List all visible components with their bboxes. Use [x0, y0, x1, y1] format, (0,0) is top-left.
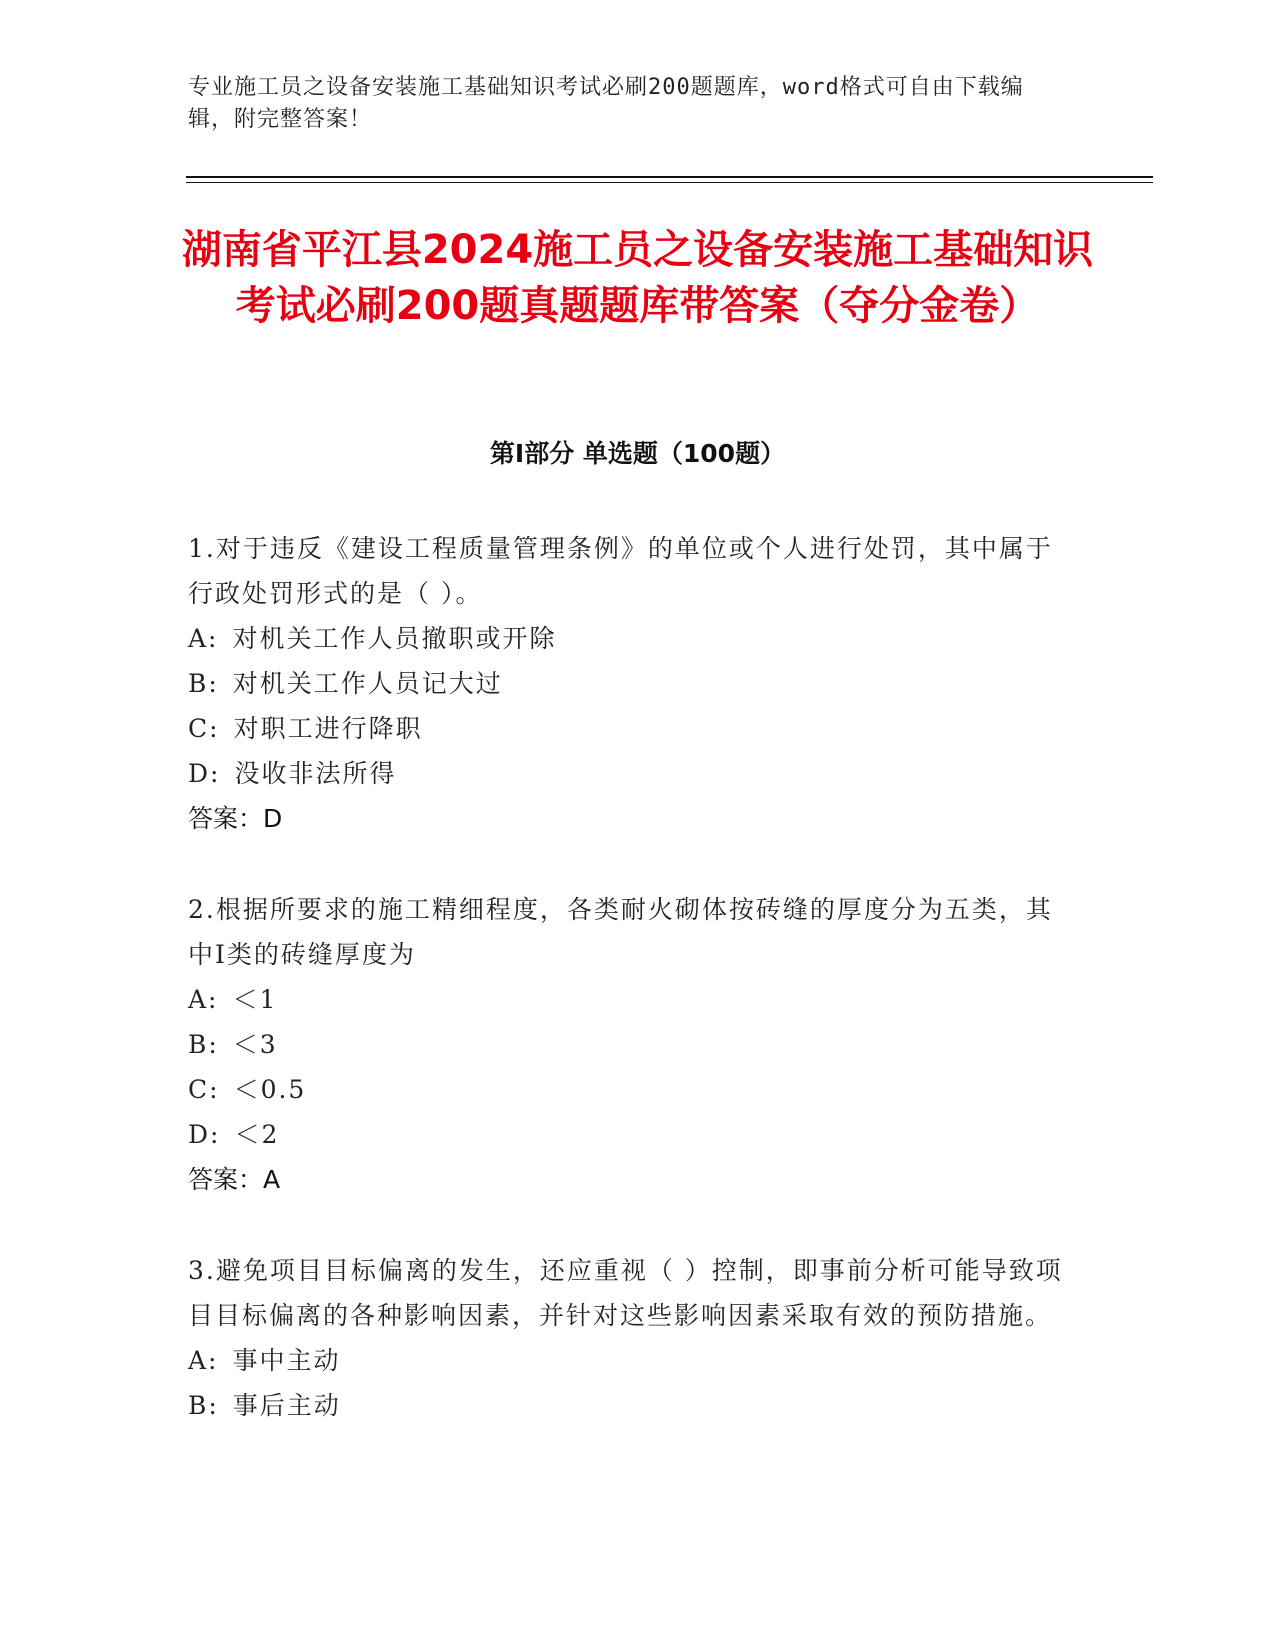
question-list	[188, 526, 1068, 1474]
option-key: B:	[188, 669, 219, 698]
option-key: B:	[188, 1030, 219, 1059]
question-item	[188, 1248, 1068, 1428]
option-text: 对机关工作人员记大过	[232, 669, 503, 698]
option-b	[188, 1383, 1068, 1428]
option-a	[188, 616, 1068, 661]
option-b	[188, 1022, 1068, 1067]
option-text: 事中主动	[232, 1346, 341, 1375]
option-text: ＜2	[234, 1120, 280, 1149]
option-text: ＜0.5	[233, 1075, 307, 1104]
option-key: D:	[188, 759, 221, 788]
option-text: 对职工进行降职	[233, 714, 423, 743]
option-d	[188, 751, 1068, 796]
header-divider-thin	[186, 182, 1153, 183]
option-key: C:	[188, 1075, 220, 1104]
question-item	[188, 526, 1068, 841]
option-key: D:	[188, 1120, 221, 1149]
option-key: C:	[188, 714, 220, 743]
option-text: 对机关工作人员撤职或开除	[232, 624, 557, 653]
option-c	[188, 706, 1068, 751]
option-text: ＜1	[232, 985, 278, 1014]
option-c	[188, 1067, 1068, 1112]
option-b	[188, 661, 1068, 706]
document-title: 湖南省平江县2024施工员之设备安装施工基础知识考试必刷200题真题题库带答案（夺分金卷）	[181, 227, 1094, 329]
answer-line: 答案：D	[188, 804, 283, 833]
option-text: 没收非法所得	[234, 759, 397, 788]
option-key: A:	[188, 624, 219, 653]
question-stem: 2.根据所要求的施工精细程度，各类耐火砌体按砖缝的厚度分为五类，其中Ⅰ类的砖缝厚度为	[188, 895, 1053, 969]
header-divider-thick	[186, 176, 1153, 178]
question-item	[188, 887, 1068, 1202]
option-key: A:	[188, 985, 219, 1014]
option-a	[188, 1338, 1068, 1383]
option-text: 事后主动	[232, 1391, 341, 1420]
section-title: 第Ⅰ部分 单选题（100题）	[489, 439, 786, 468]
option-key: A:	[188, 1346, 219, 1375]
question-stem: 3.避免项目目标偏离的发生，还应重视（ ）控制，即事前分析可能导致项目目标偏离的各种影响因素，并针对这些影响因素采取有效的预防措施。	[188, 1256, 1063, 1330]
header-note: 专业施工员之设备安装施工基础知识考试必刷200题题库，word格式可自由下载编辑，附完整答案！	[188, 75, 1024, 132]
option-a	[188, 977, 1068, 1022]
question-stem: 1.对于违反《建设工程质量管理条例》的单位或个人进行处罚，其中属于行政处罚形式的是（ ）。	[188, 534, 1053, 608]
option-text: ＜3	[232, 1030, 278, 1059]
answer-line: 答案：A	[188, 1165, 281, 1194]
option-d	[188, 1112, 1068, 1157]
option-key: B:	[188, 1391, 219, 1420]
